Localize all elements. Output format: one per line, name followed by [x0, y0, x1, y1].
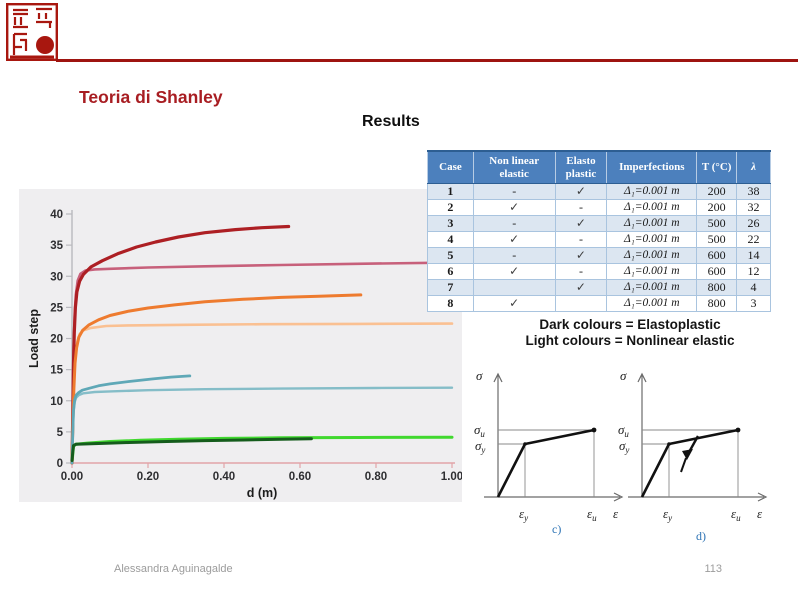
diagram-c-caption: c) — [552, 522, 562, 536]
table-cell: - — [555, 232, 607, 248]
svg-text:σy: $\sigma_y$ — [619, 438, 630, 455]
table-row — [428, 216, 771, 232]
table-cell: - — [473, 184, 555, 200]
table-header-cell: Imperfections — [607, 151, 697, 184]
svg-text:σy: $\sigma_y$ — [475, 438, 486, 455]
table-row — [428, 200, 771, 216]
table-row — [428, 248, 771, 264]
table-header-cell: λ — [737, 151, 771, 184]
y-tick-label: 15 — [50, 364, 63, 377]
y-tick-label: 30 — [50, 271, 63, 284]
y-tick-label: 0 — [56, 458, 63, 470]
table-cell: 4 — [737, 280, 771, 296]
color-legend-note — [472, 317, 788, 349]
cases-table-header — [428, 151, 771, 184]
y-tick-label: 40 — [50, 209, 63, 221]
series-dark — [72, 439, 311, 461]
y-tick-label: 35 — [50, 240, 63, 253]
stress-strain-diagrams — [470, 360, 800, 555]
series-light — [72, 263, 452, 463]
table-row — [428, 232, 771, 248]
stress-strain-diagram-c — [474, 368, 622, 536]
table-row — [428, 280, 771, 296]
table-cell: 7 — [428, 280, 474, 296]
table-cell: 4 — [428, 232, 474, 248]
series-dark — [72, 227, 289, 464]
table-cell: 12 — [737, 264, 771, 280]
y-tick-label: 20 — [50, 333, 63, 346]
load-step-chart — [19, 189, 462, 502]
table-cell: ✓ — [473, 296, 555, 312]
table-cell: 800 — [697, 296, 737, 312]
table-cell: 14 — [737, 248, 771, 264]
table-header-cell: T (°C) — [697, 151, 737, 184]
table-cell: 1 — [428, 184, 474, 200]
table-cell: 26 — [737, 216, 771, 232]
table-row — [428, 264, 771, 280]
y-tick-label: 10 — [50, 395, 63, 408]
table-cell: 5 — [428, 248, 474, 264]
x-tick-label: 0.00 — [60, 471, 84, 483]
x-tick-label: 0.80 — [364, 471, 388, 483]
table-cell: ✓ — [473, 200, 555, 216]
table-cell: ✓ — [555, 184, 607, 200]
table-cell: - — [473, 216, 555, 232]
epsilon-axis-label: ε — [613, 506, 619, 521]
x-axis-title: d (m) — [246, 486, 278, 500]
table-cell — [555, 296, 607, 312]
x-tick-label: 0.20 — [136, 471, 160, 483]
table-cell: 22 — [737, 232, 771, 248]
table-cell: Δ₁=0.001 m — [607, 296, 697, 312]
x-tick-label: 1.00 — [440, 471, 462, 483]
sigma-axis-label: σ — [476, 368, 483, 383]
table-cell: Δ₁=0.001 m — [607, 248, 697, 264]
table-cell: 3 — [428, 216, 474, 232]
table-cell: Δ₁=0.001 m — [607, 184, 697, 200]
table-cell: 800 — [697, 280, 737, 296]
footer-author: Alessandra Aguinagalde — [114, 563, 233, 575]
table-cell: 8 — [428, 296, 474, 312]
svg-text:εu: $\varepsilon_u$ — [587, 506, 597, 523]
svg-text:σ: σ — [620, 368, 627, 383]
table-cell: 500 — [697, 216, 737, 232]
table-cell: 38 — [737, 184, 771, 200]
x-tick-label: 0.60 — [288, 471, 312, 483]
table-cell: 6 — [428, 264, 474, 280]
table-cell: ✓ — [473, 232, 555, 248]
y-tick-label: 5 — [56, 426, 63, 439]
svg-text:ε: ε — [757, 506, 763, 521]
svg-text:εu: $\varepsilon_u$ — [731, 506, 741, 523]
table-cell: Δ₁=0.001 m — [607, 264, 697, 280]
table-cell: ✓ — [473, 264, 555, 280]
svg-text:εy: $\varepsilon_y$ — [519, 506, 529, 523]
page-number: 113 — [704, 563, 722, 575]
diagram-d-caption: d) — [696, 529, 706, 543]
chart-canvas — [19, 189, 462, 502]
y-tick-label: 25 — [50, 302, 63, 315]
table-cell: ✓ — [555, 248, 607, 264]
table-cell: Δ₁=0.001 m — [607, 280, 697, 296]
table-cell: 600 — [697, 248, 737, 264]
table-cell: 600 — [697, 264, 737, 280]
results-heading: Results — [362, 113, 420, 130]
table-cell: 500 — [697, 232, 737, 248]
header-rule — [56, 59, 798, 62]
svg-text:εy: $\varepsilon_y$ — [663, 506, 673, 523]
table-cell — [473, 280, 555, 296]
table-header-cell: Non linear elastic — [473, 151, 555, 184]
table-cell: 200 — [697, 200, 737, 216]
color-note-line2: Light colours = Nonlinear elastic — [525, 333, 735, 349]
slide-title: Teoria di Shanley — [79, 87, 223, 107]
table-cell: 32 — [737, 200, 771, 216]
table-cell: - — [555, 200, 607, 216]
table-row — [428, 184, 771, 200]
table-row — [428, 296, 771, 312]
cases-table-body — [428, 184, 771, 312]
table-cell: 3 — [737, 296, 771, 312]
series-light — [72, 388, 452, 463]
table-cell: - — [473, 248, 555, 264]
x-tick-label: 0.40 — [212, 471, 236, 483]
table-cell: ✓ — [555, 216, 607, 232]
svg-text:σu: $\sigma_u$ — [618, 422, 629, 439]
y-axis-title: Load step — [27, 308, 41, 369]
stress-strain-diagram-d — [618, 368, 766, 543]
svg-text:σu: $\sigma_u$ — [474, 422, 485, 439]
table-cell: - — [555, 264, 607, 280]
table-header-cell: Elasto plastic — [555, 151, 607, 184]
table-cell: Δ₁=0.001 m — [607, 232, 697, 248]
table-cell: Δ₁=0.001 m — [607, 216, 697, 232]
table-cell: 2 — [428, 200, 474, 216]
seal-logo — [6, 3, 58, 61]
table-cell: ✓ — [555, 280, 607, 296]
table-header-cell: Case — [428, 151, 474, 184]
cases-table — [427, 150, 771, 312]
color-note-line1: Dark colours = Elastoplastic — [539, 317, 721, 332]
table-cell: 200 — [697, 184, 737, 200]
table-cell: Δ₁=0.001 m — [607, 200, 697, 216]
